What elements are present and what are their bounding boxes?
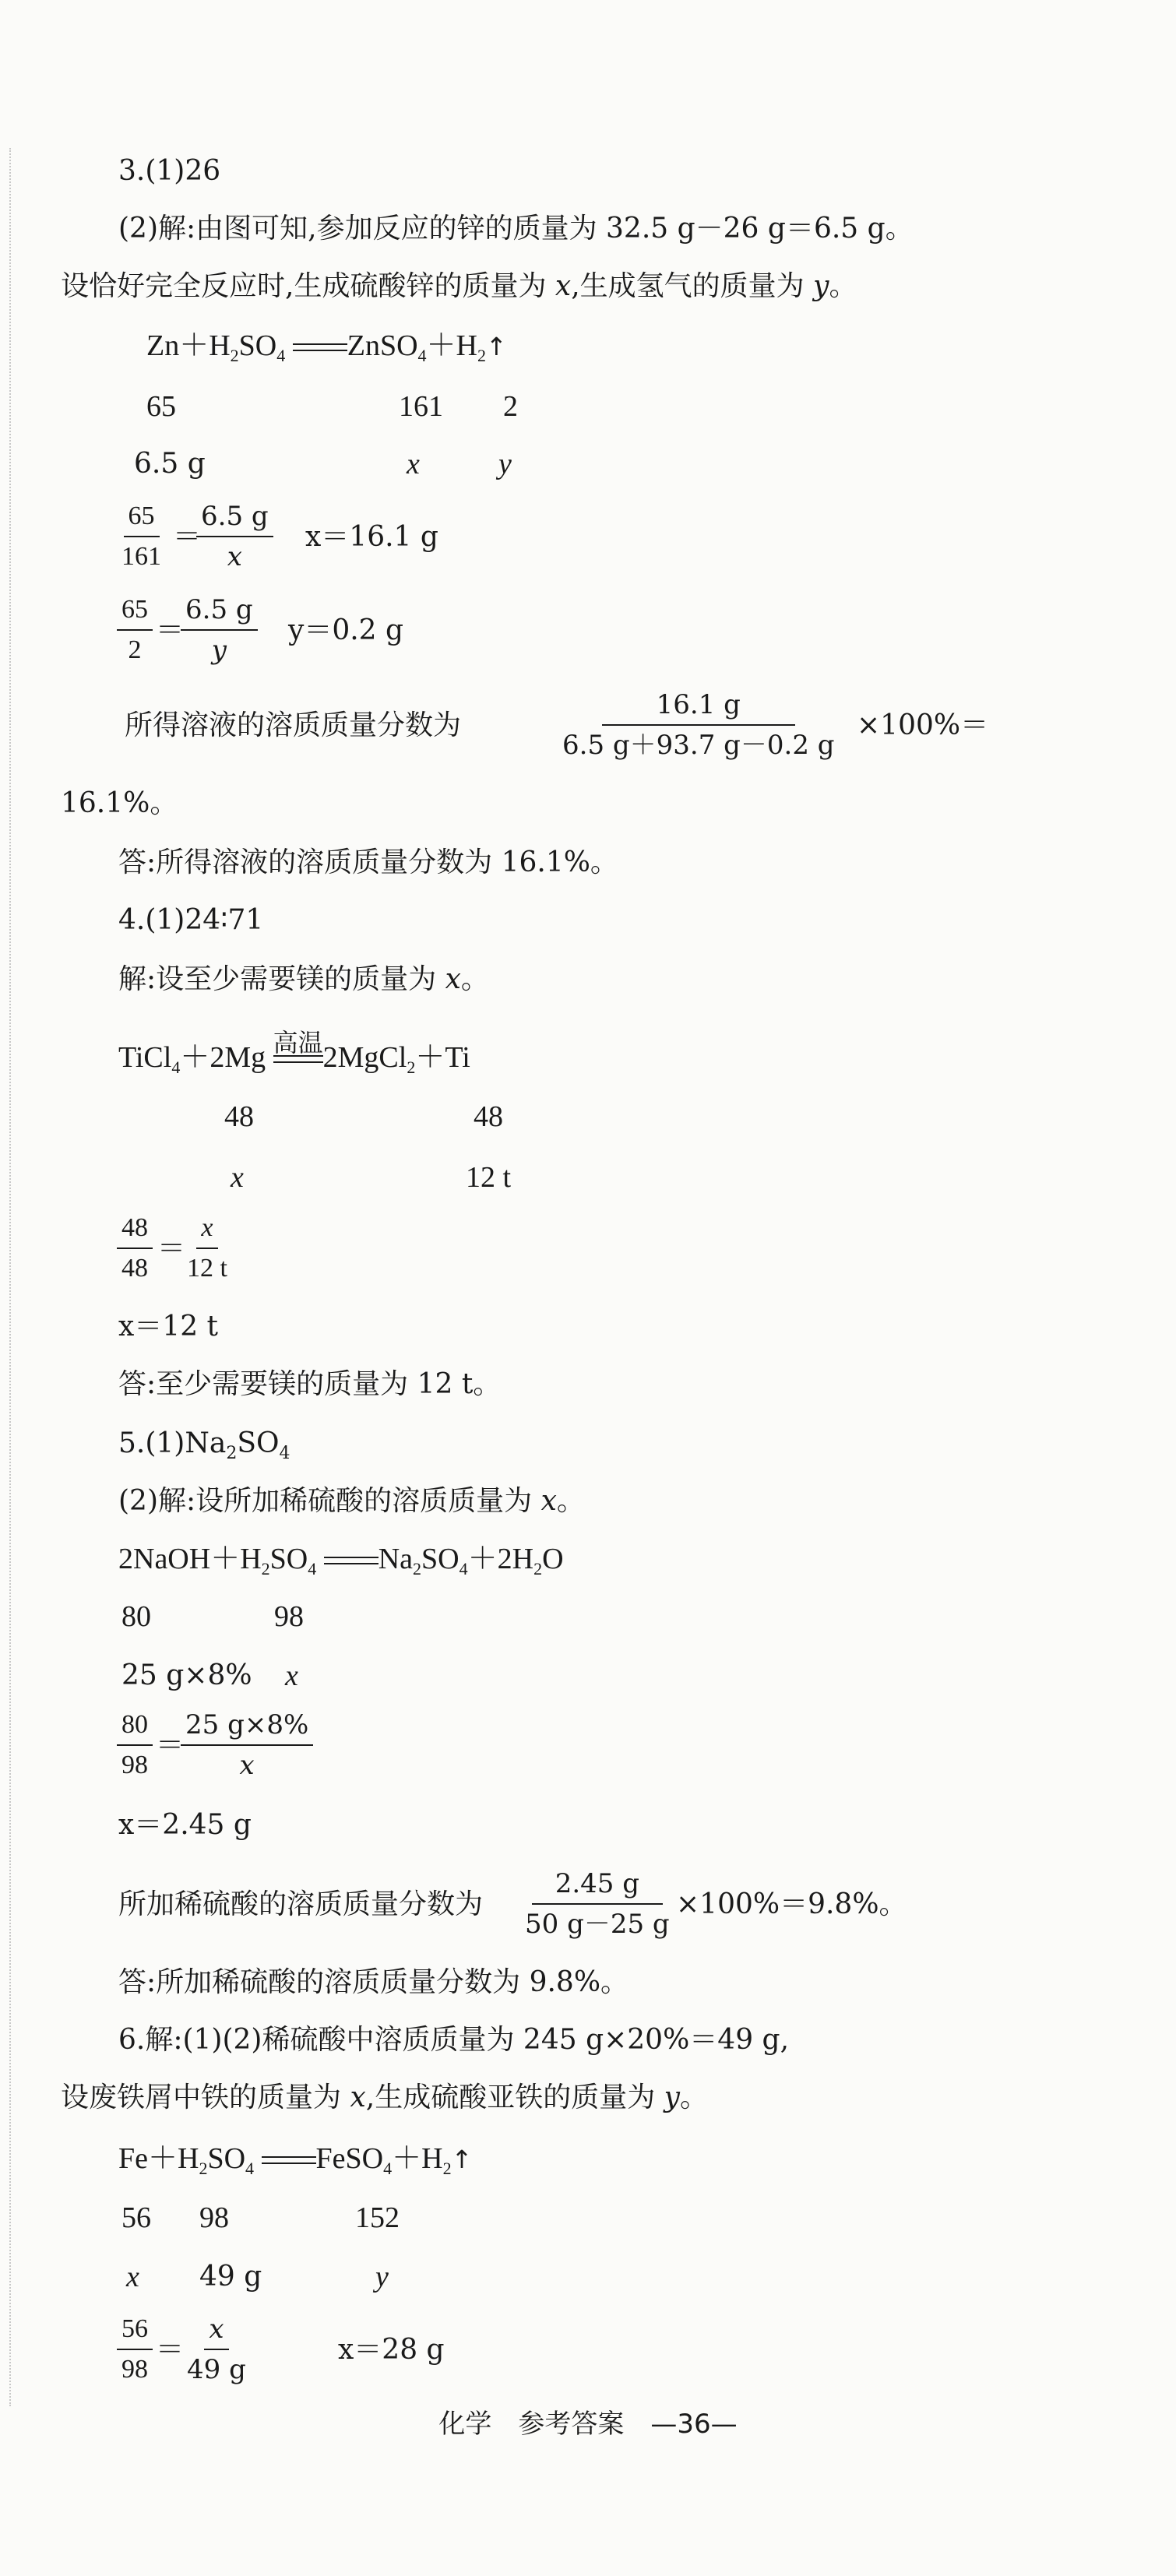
q6-result: x＝28 g bbox=[338, 2334, 445, 2366]
q4-chemical-equation: TiCl$_4$＋2Mg 高温 2MgCl$_2$＋Ti bbox=[118, 1028, 470, 1077]
q4-intro: 解:设至少需要镁的质量为 x。 bbox=[118, 963, 489, 995]
gas-arrow-icon: ↑ bbox=[485, 332, 507, 361]
q3-mass-fraction-tail: ×100%＝ bbox=[857, 709, 989, 741]
q5-mass-fraction-label: 所加稀硫酸的溶质质量分数为 bbox=[118, 1888, 484, 1920]
q4-answer: 答:至少需要镁的质量为 12 t。 bbox=[118, 1368, 502, 1400]
q3-mass-65: 65 bbox=[146, 390, 176, 423]
q3-eq2-sign: ＝ bbox=[156, 614, 185, 646]
q5-actual-25g: 25 g×8% bbox=[121, 1659, 252, 1691]
q5-actual-x: x bbox=[285, 1659, 298, 1692]
q6-fraction-56-98: $\frac{56}{98}$ bbox=[117, 2313, 153, 2386]
q4-head: 4.(1)24∶71 bbox=[118, 904, 264, 936]
q3-eq1-sign: ＝ bbox=[173, 521, 202, 553]
q3-actual-x: x bbox=[407, 448, 420, 480]
q5-mass-fraction: $\frac{2.45 g}{50 g-25 g}$ bbox=[525, 1868, 670, 1940]
binding-margin-line bbox=[9, 148, 11, 2406]
q5-fraction-80-98: $\frac{80}{98}$ bbox=[117, 1709, 153, 1782]
q3-chemical-equation: $Zn+H_2SO_4$ $ZnSO_4+H_2↑$ bbox=[146, 329, 507, 365]
q4-actual-x: x bbox=[231, 1161, 244, 1194]
q4-mass-48-ti: 48 bbox=[474, 1100, 503, 1133]
q3-answer: 答:所得溶液的溶质质量分数为 16.1%。 bbox=[118, 846, 618, 878]
q3-actual-6-5g: 6.5 g bbox=[134, 448, 206, 480]
q3-result-x: x＝16.1 g bbox=[305, 521, 438, 553]
q4-actual-12t: 12 t bbox=[466, 1161, 512, 1194]
q6-actual-49g: 49 g bbox=[199, 2261, 262, 2293]
q5-intro: (2)解:设所加稀硫酸的溶质质量为 x。 bbox=[118, 1485, 585, 1517]
q6-line1: 6.解:(1)(2)稀硫酸中溶质质量为 245 g×20%＝49 g, bbox=[118, 2024, 790, 2056]
q6-mass-152: 152 bbox=[355, 2201, 400, 2234]
q6-fraction-x-49g: $\frac{x}{49 g}$ bbox=[187, 2314, 246, 2385]
page-footer: 化学 参考答案 —36— bbox=[438, 2409, 738, 2440]
q5-fraction-25g-x: $\frac{25 g\times 8\%}{x}$ bbox=[181, 1709, 313, 1782]
q3-head: 3.(1)26 bbox=[118, 155, 221, 187]
q6-actual-y: y bbox=[375, 2261, 389, 2293]
q5-head: $5.(1)Na_2SO_4$ bbox=[118, 1427, 290, 1463]
q5-result: x＝2.45 g bbox=[118, 1809, 252, 1841]
q6-eq-sign: ＝ bbox=[156, 2334, 185, 2366]
q4-fraction-48-48: $\frac{48}{48}$ bbox=[117, 1212, 153, 1285]
q3-mass-fraction-label: 所得溶液的溶质质量分数为 bbox=[125, 709, 462, 741]
equals-sign bbox=[324, 1554, 379, 1569]
q4-fraction-x-12t: $\frac{x}{12 t}$ bbox=[187, 1213, 227, 1283]
q5-eq-sign: ＝ bbox=[156, 1730, 185, 1761]
q5-mass-80: 80 bbox=[121, 1600, 151, 1633]
q3-actual-y: y bbox=[498, 448, 512, 480]
q4-mass-48-mg: 48 bbox=[224, 1100, 254, 1133]
q3-mass-fraction-result: 16.1%。 bbox=[61, 787, 178, 819]
equals-sign bbox=[293, 340, 347, 356]
q6-line2: 设废铁屑中铁的质量为 x,生成硫酸亚铁的质量为 y。 bbox=[61, 2082, 709, 2113]
q4-result: x＝12 t bbox=[118, 1311, 219, 1343]
q3-result-y: y＝0.2 g bbox=[288, 614, 404, 646]
q3-fraction-6-5g-x: $\frac{6.5 g}{x}$ bbox=[196, 500, 273, 573]
equals-sign bbox=[262, 2153, 316, 2169]
q4-eq-sign: ＝ bbox=[157, 1233, 186, 1265]
q6-chemical-equation: $Fe+H_2SO_4$ $FeSO_4+H_2↑$ bbox=[118, 2142, 473, 2178]
q5-mass-fraction-tail: ×100%＝9.8%。 bbox=[676, 1888, 907, 1920]
q6-actual-x: x bbox=[126, 2261, 139, 2293]
equals-sign-with-condition: 高温 bbox=[273, 1052, 323, 1068]
q5-answer: 答:所加稀硫酸的溶质质量分数为 9.8%。 bbox=[118, 1966, 629, 1998]
q3-fraction-65-2: $\frac{65}{2}$ bbox=[117, 593, 153, 667]
q3-mass-161: 161 bbox=[399, 390, 443, 423]
q3-part2-line2: 设恰好完全反应时,生成硫酸锌的质量为 x,生成氢气的质量为 y。 bbox=[61, 270, 857, 302]
q6-mass-56: 56 bbox=[121, 2201, 151, 2234]
q3-fraction-65-161: $\frac{65}{161}$ bbox=[121, 501, 161, 571]
q5-mass-98: 98 bbox=[274, 1600, 304, 1633]
q3-mass-fraction: $\frac{16.1 g}{6.5 g+93.7 g-0.2 g}$ bbox=[562, 689, 835, 761]
q3-part2-line1: (2)解:由图可知,参加反应的锌的质量为 32.5 g－26 g＝6.5 g。 bbox=[118, 213, 914, 245]
gas-arrow-icon: ↑ bbox=[451, 2145, 473, 2174]
q3-mass-2: 2 bbox=[503, 390, 518, 423]
q3-fraction-6-5g-y: $\frac{6.5 g}{y}$ bbox=[181, 593, 258, 667]
q5-chemical-equation: $2NaOH+H_2SO_4$ $Na_2SO_4+2H_2O$ bbox=[118, 1543, 564, 1578]
q6-mass-98: 98 bbox=[199, 2201, 229, 2234]
